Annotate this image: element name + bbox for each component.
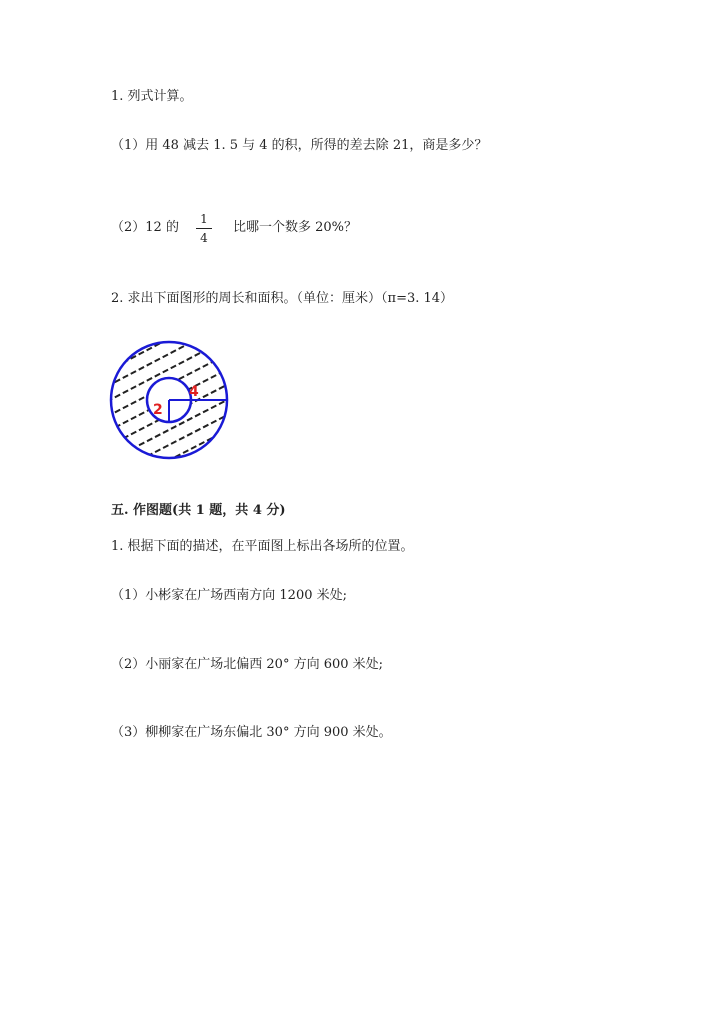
section5-heading: 五. 作图题(共 1 题，共 4 分) [111,503,286,518]
fraction-one-quarter [196,212,212,245]
q1-title: 1. 列式计算。 [111,89,193,104]
fraction-denominator: 4 [200,231,208,245]
fraction-bar [196,228,212,229]
section5-q1-title: 1. 根据下面的描述，在平面图上标出各场所的位置。 [111,539,414,554]
fraction-numerator: 1 [200,212,208,226]
q1-part2-prefix: （2）12 的 [111,220,179,235]
q1-part1-text: （1）用 48 减去 1. 5 与 4 的积，所得的差去除 21，商是多少？ [111,138,488,153]
q1-part2-suffix: 比哪一个数多 20%？ [233,220,358,235]
outer-radius-label: 4 [189,384,199,400]
section5-item-1: （1）小彬家在广场西南方向 1200 米处; [111,588,347,603]
section5-item-3: （3）柳柳家在广场东偏北 30° 方向 900 米处。 [111,725,392,740]
annulus-figure [107,338,231,462]
section5-item-2: （2）小丽家在广场北偏西 20° 方向 600 米处; [111,657,384,672]
inner-radius-label: 2 [153,402,163,418]
q2-title: 2. 求出下面图形的周长和面积。（单位：厘米）（π=3. 14） [111,291,454,306]
